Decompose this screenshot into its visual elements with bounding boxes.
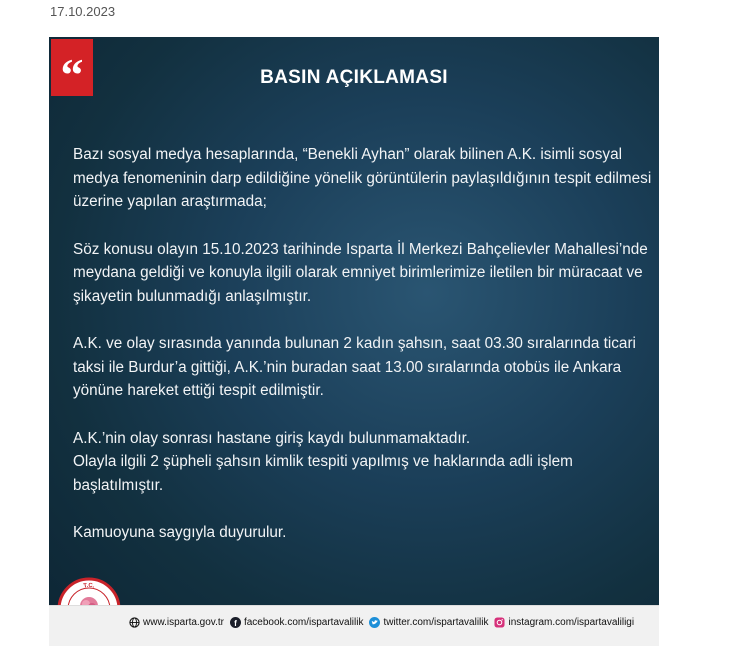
twitter-icon (369, 617, 380, 628)
paragraph-5: Kamuoyuna saygıyla duyurulur. (73, 524, 287, 541)
paragraph-2: Söz konusu olayın 15.10.2023 tarihinde Isparta İl Merkezi Bahçelievler Mahallesi’nde meydana geldiği ve konuyla ilgili olarak emniyet birimlerimize iletilen bir müracaat ve şikayetin bulunmadığı anlaşılmıştır. (73, 240, 648, 305)
instagram-icon (494, 617, 505, 628)
instagram-link[interactable] (494, 617, 634, 628)
website-text: www.isparta.gov.tr (143, 617, 224, 628)
social-footer (49, 605, 659, 646)
paragraph-4: A.K.’nin olay sonrası hastane giriş kaydı bulunmamaktadır. Olayla ilgili 2 şüpheli şahsın kimlik tespiti yapılmış ve haklarında adli işlem başlatılmıştır. (73, 429, 573, 494)
globe-icon (129, 617, 140, 628)
svg-text:T.C.: T.C. (83, 582, 96, 590)
facebook-text: facebook.com/ispartavalilik (243, 617, 364, 628)
quote-icon: “ (51, 39, 93, 96)
svg-text:f: f (234, 619, 237, 628)
twitter-text: twitter.com/ispartavalilik (383, 617, 489, 628)
press-release-title: BASIN AÇIKLAMASI (260, 67, 448, 88)
twitter-link[interactable] (369, 617, 488, 628)
instagram-text: instagram.com/ispartavaliligi (508, 617, 635, 628)
paragraph-3: A.K. ve olay sırasında yanında bulunan 2 kadın şahsın, saat 03.30 sıralarında ticari taksi ile Burdur’a gittiği, A.K.’nin buradan saat 13.00 sıralarında otobüs ile Ankara yönüne hareket ettiği tespit edilmiştir. (73, 335, 636, 399)
paragraph-1: Bazı sosyal medya hesaplarında, “Benekli Ayhan” olarak bilinen A.K. isimli sosyal medya fenomeninin darp edildiğine yönelik görüntülerin paylaşıldığının tespit edilmesi üzerine yapılan araştırmada; (73, 146, 652, 210)
facebook-icon (230, 617, 241, 628)
website-link[interactable] (129, 617, 224, 628)
post-date: 17.10.2023 (50, 4, 116, 19)
facebook-link[interactable] (230, 617, 364, 628)
press-release-body (73, 143, 653, 569)
press-release-image (49, 37, 659, 646)
